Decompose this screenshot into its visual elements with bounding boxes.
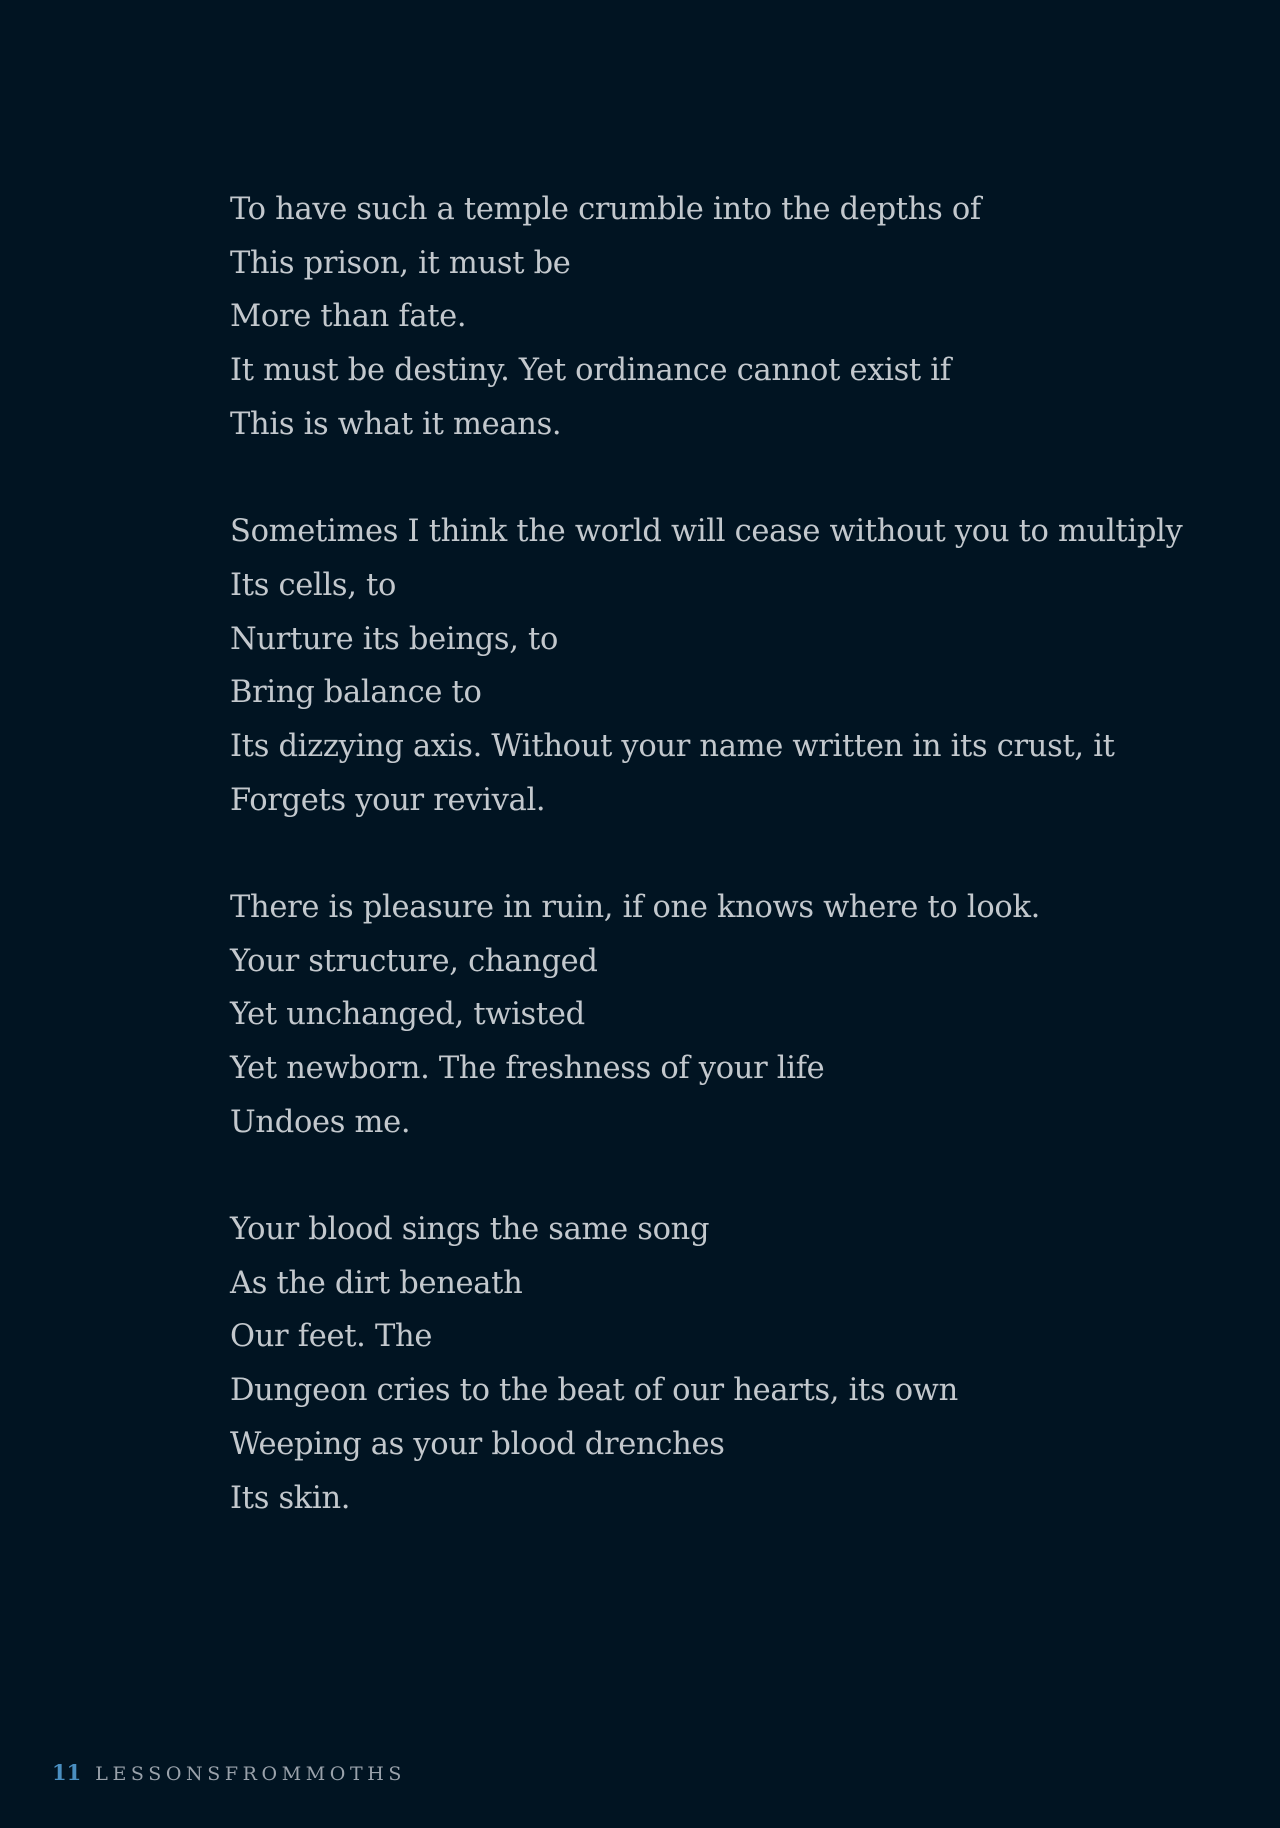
page-number: 11 [52,1760,82,1785]
poem-line: This is what it means. [230,406,562,442]
poem-line: To have such a temple crumble into the depths of [230,192,981,227]
poem-line: Dungeon cries to the beat of our hearts, its own [230,1373,958,1409]
poem-line: Bring balance to [230,675,482,711]
poem-line: Our feet. The [230,1319,433,1355]
running-title: LESSONSFROMMOTHS [95,1763,407,1785]
poem-line: Sometimes I think the world will cease without you to multiply [230,514,1183,550]
poem-line: Your structure, changed [230,943,598,979]
poem-body [230,183,1183,1525]
poem-line: Yet unchanged, twisted [230,997,585,1033]
poem-line: This prison, it must be [230,245,571,281]
poem-line: As the dirt beneath [230,1265,523,1301]
poem-line: Yet newborn. The freshness of your life [230,1051,825,1086]
poem-line: Your blood sings the same song [230,1212,710,1248]
poem-stanza-2 [230,505,1183,827]
poem-line: Its dizzying axis. Without your name written in its crust, it [230,728,1115,764]
poem-line: Its skin. [230,1480,351,1516]
poem-line: Weeping as your blood drenches [230,1426,725,1462]
poem-line: Nurture its beings, to [230,621,559,657]
poem-stanza-1 [230,183,1130,451]
poem-stanza-3 [230,881,1130,1149]
poem-line: More than fate. [230,299,467,335]
poem-line: There is pleasure in ruin, if one knows where to look. [230,889,1041,925]
poem-line: Undoes me. [230,1104,411,1140]
page-footer [52,1758,406,1790]
poem-line: It must be destiny. Yet ordinance cannot exist if [230,353,951,389]
poem-stanza-4 [230,1203,1130,1525]
poem-line: Forgets your revival. [230,782,546,818]
poem-line: Its cells, to [230,567,397,603]
